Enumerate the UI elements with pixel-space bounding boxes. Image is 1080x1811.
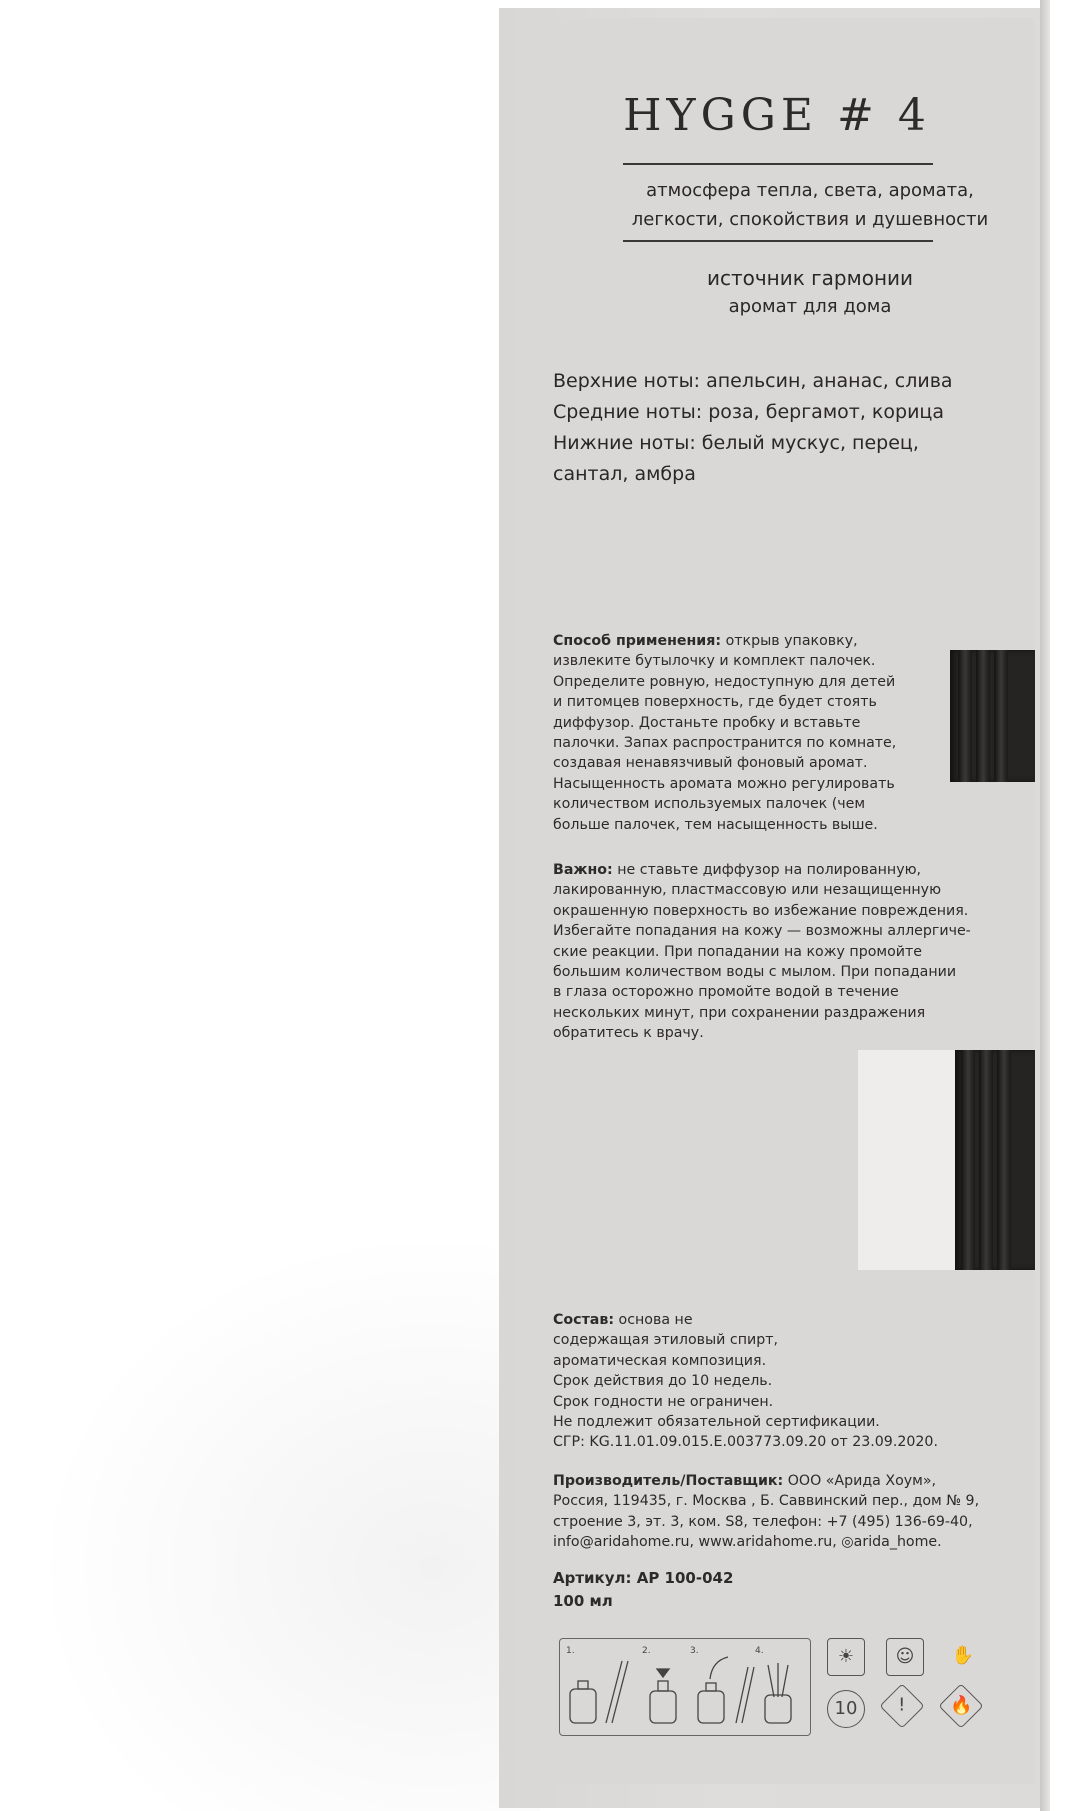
warning-section	[553, 860, 971, 1044]
ten-weeks-icon	[827, 1690, 865, 1728]
no-sun-icon: ☀	[827, 1638, 865, 1676]
stick-window-lower	[955, 1050, 1035, 1270]
note-line: сантал, амбра	[553, 463, 696, 485]
usage-line: создавая ненавязчивый фоновый аромат.	[553, 755, 868, 772]
composition-line: ароматическая композиция.	[553, 1352, 767, 1369]
stick-window-upper	[950, 650, 1035, 782]
manufacturer-line: ООО «Арида Хоум»,	[787, 1473, 937, 1489]
cork-removal-icon	[650, 1669, 676, 1723]
usage-line: Насыщенность аромата можно регулировать	[553, 775, 895, 792]
step-number: 4.	[755, 1646, 764, 1656]
important-line: в глаза осторожно промойте водой в течение	[553, 984, 899, 1001]
article-block	[553, 1567, 733, 1613]
bottle-window	[858, 1050, 958, 1270]
volume: 100 мл	[553, 1592, 613, 1610]
subtitle-primary: источник гармонии	[706, 266, 914, 290]
usage-line: палочки. Запах распространится по комнате,	[553, 735, 897, 752]
manufacturer-label: Производитель/Поставщик:	[553, 1473, 784, 1489]
usage-line: извлеките бутылочку и комплект палочек.	[553, 653, 876, 670]
note-line: Верхние ноты: апельсин, ананас, слива	[553, 370, 953, 392]
composition-line: Не подлежит обязательной сертификации.	[553, 1414, 880, 1431]
important-line: ские реакции. При попадании на кожу промойте	[553, 943, 922, 960]
composition-line: Срок действия до 10 недель.	[553, 1373, 773, 1390]
manufacturer-line: строение 3, эт. 3, ком. S8, телефон: +7 (495) 136-69-40,	[553, 1513, 973, 1530]
important-line: Избегайте попадания на кожу — возможны аллергиче-	[553, 923, 971, 940]
usage-pictograms	[559, 1638, 811, 1736]
composition-section	[553, 1310, 938, 1453]
tagline-line: легкости, спокойствия и душевности	[631, 209, 989, 230]
usage-line: и питомцев поверхность, где будет стоять	[553, 694, 877, 711]
composition-line: основа не	[618, 1312, 693, 1328]
step-number: 1.	[566, 1646, 575, 1656]
important-line: большим количеством воды с мылом. При попадании	[553, 964, 957, 981]
composition-line: содержащая этиловый спирт,	[553, 1332, 778, 1349]
tagline	[560, 176, 1060, 234]
important-line: окрашенную поверхность во избежание повреждения.	[553, 902, 969, 919]
manufacturer-line: info@aridahome.ru, www.aridahome.ru, ◎arida_home.	[553, 1534, 942, 1551]
note-line: Нижние ноты: белый мускус, перец,	[553, 432, 919, 454]
diffuser-icon	[765, 1663, 791, 1723]
product-title: HYGGE # 4	[623, 90, 931, 141]
usage-line: открыв упаковку,	[725, 633, 858, 649]
usage-line: Определите ровную, недоступную для детей	[553, 673, 896, 690]
divider-top	[623, 163, 933, 165]
important-label: Важно:	[553, 862, 613, 878]
step-number: 2.	[642, 1646, 651, 1656]
composition-line: Срок годности не ограничен.	[553, 1393, 774, 1410]
usage-label: Способ применения:	[553, 633, 722, 649]
article-number: Артикул: АР 100-042	[553, 1569, 734, 1587]
important-line: не ставьте диффузор на полированную,	[617, 862, 922, 878]
warning-icon: !	[879, 1683, 924, 1728]
note-line: Средние ноты: роза, бергамот, корица	[553, 401, 945, 423]
step-number: 3.	[690, 1646, 699, 1656]
divider-bottom	[623, 240, 933, 242]
manufacturer-section	[553, 1471, 979, 1553]
tagline-line: атмосфера тепла, света, аромата,	[646, 180, 974, 201]
important-line: нескольких минут, при сохранении раздражения	[553, 1004, 926, 1021]
subtitle-secondary: аромат для дома	[728, 296, 892, 317]
composition-line: СГР: KG.11.01.09.015.E.003773.09.20 от 23.09.2020.	[553, 1434, 938, 1451]
manufacturer-line: Россия, 119435, г. Москва , Б. Саввинский пер., дом № 9,	[553, 1493, 980, 1510]
composition-label: Состав:	[553, 1312, 615, 1328]
no-skin-contact-icon: ✋	[951, 1645, 975, 1666]
sticks-insert-icon	[698, 1657, 754, 1723]
usage-line: диффузор. Достаньте пробку и вставьте	[553, 714, 861, 731]
important-line: лакированную, пластмассовую или незащищенную	[553, 882, 942, 899]
floor-shadow	[0, 1200, 540, 1811]
usage-line: количеством используемых палочек (чем	[553, 796, 866, 813]
important-line: обратитесь к врачу.	[553, 1025, 704, 1042]
ten-weeks-number: 10	[834, 1698, 858, 1719]
usage-instructions	[553, 631, 896, 835]
fragrance-notes	[553, 366, 953, 490]
usage-line: больше палочек, тем насыщенность выше.	[553, 816, 878, 833]
keep-away-children-icon: ☺	[886, 1638, 924, 1676]
flammable-icon: 🔥	[938, 1683, 983, 1728]
bottle-step-icon	[570, 1661, 628, 1723]
